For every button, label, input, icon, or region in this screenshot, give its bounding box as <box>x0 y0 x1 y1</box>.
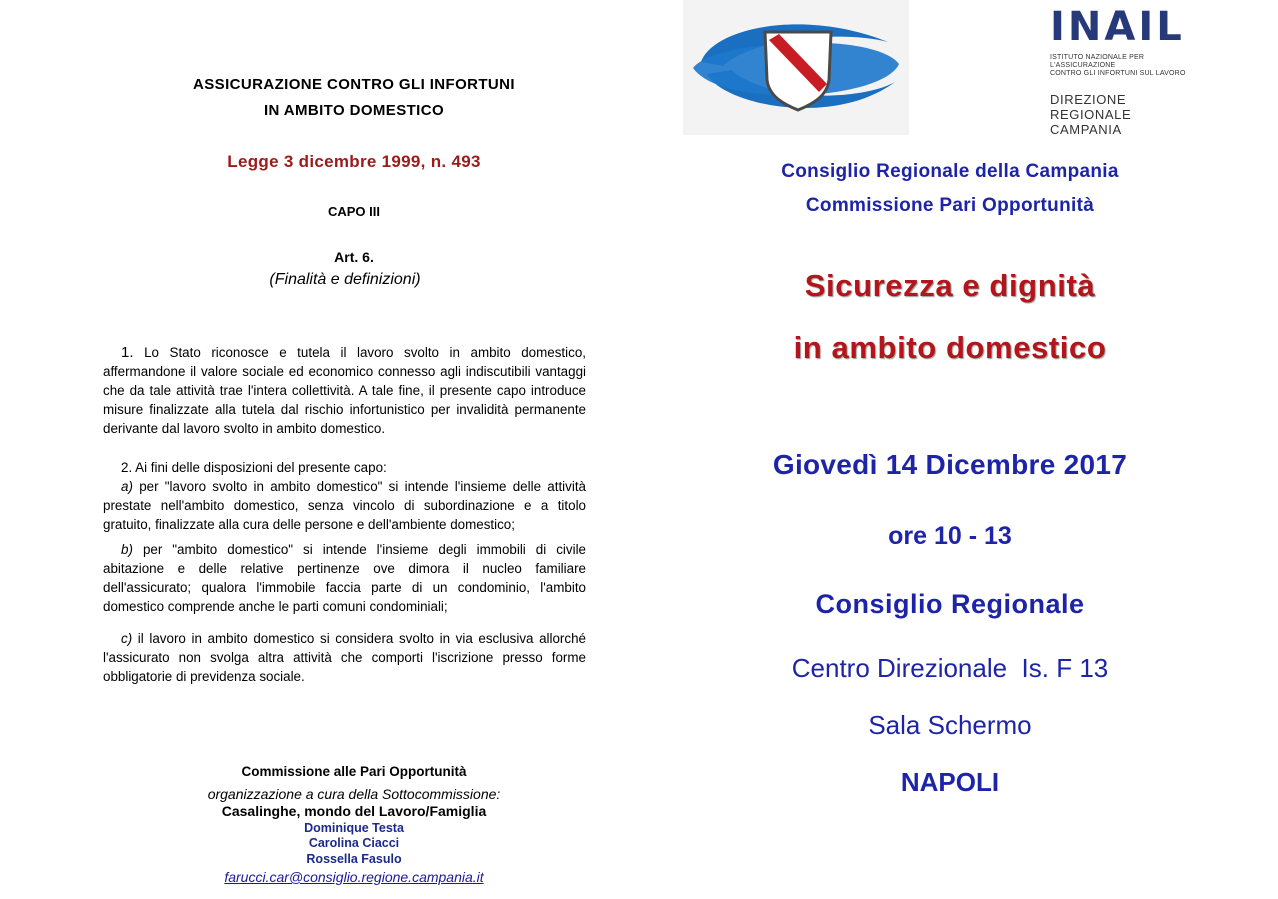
event-address: Centro Direzionale Is. F 13 <box>791 653 1109 683</box>
footer-name: Carolina Ciacci <box>308 836 400 850</box>
paragraph-1-number: 1. <box>121 344 134 361</box>
paragraph-b-text: per "ambito domestico" si intende l'insieme degli immobili di civile abitazione e delle relative pertinenze ove dimora il nucleo familiare dell'assicurato; qualora l'immobile faccia parte di un condominio, l'ambito domestico comprende anche le parti comuni condominiali; <box>103 542 586 614</box>
paragraph-1-text: Lo Stato riconosce e tutela il lavoro svolto in ambito domestico, affermandone il valore sociale ed economico connesso agli indiscutibili vantaggi che da tale attività trae l'intera collettività. A tale fine, il presente capo introduce misure finalizzate alla tutela dal rischio infortunistico per invalidità permanente derivante dal lavoro svolto in ambito domestico. <box>103 345 586 436</box>
campania-emblem-icon <box>683 0 909 135</box>
event-date: Giovedì 14 Dicembre 2017 <box>772 449 1128 480</box>
footer-email-link[interactable]: farucci.car@consiglio.regione.campania.it <box>224 869 484 885</box>
event-title-line2: in ambito domestico <box>793 330 1107 365</box>
law-reference: Legge 3 dicembre 1999, n. 493 <box>227 152 481 171</box>
paragraph-2: 2. Ai fini delle disposizioni del presente capo: <box>121 460 387 475</box>
organizer-commission: Commissione Pari Opportunità <box>805 195 1095 216</box>
inail-subtitle-line1: ISTITUTO NAZIONALE PER L'ASSICURAZIONE <box>1050 54 1145 69</box>
paragraph-a <box>103 477 586 534</box>
article-subtitle: (Finalità e definizioni) <box>269 271 421 288</box>
inail-logo <box>1050 4 1210 137</box>
inail-subtitle-line2: CONTRO GLI INFORTUNI SUL LAVORO <box>1050 70 1186 77</box>
inail-direction-line1: DIREZIONE REGIONALE <box>1050 92 1132 122</box>
article-heading: Art. 6. <box>334 249 374 265</box>
paragraph-a-text: per "lavoro svolto in ambito domestico" si intende l'insieme delle attività prestate nell'ambito domestico, senza vincolo di subordinazione e a titolo gratuito, finalizzate alla cura delle persone e dell'ambiente domestico; <box>103 479 586 532</box>
event-title-line1: Sicurezza e dignità <box>804 268 1096 303</box>
footer-organized-by: organizzazione a cura della Sottocommissione: <box>207 786 501 802</box>
paragraph-a-label: a) <box>121 479 133 494</box>
left-title <box>104 72 604 124</box>
capo-heading: CAPO III <box>327 204 380 219</box>
paragraph-1 <box>103 343 586 438</box>
inail-direction-line2: CAMPANIA <box>1050 122 1122 137</box>
footer-subcommission: Casalinghe, mondo del Lavoro/Famiglia <box>221 803 487 819</box>
regione-campania-logo <box>683 0 909 135</box>
paragraph-c <box>103 629 586 686</box>
event-time: ore 10 - 13 <box>888 522 1012 550</box>
event-city: NAPOLI <box>900 767 1000 797</box>
footer-commission: Commissione alle Pari Opportunità <box>241 764 467 779</box>
paragraph-b <box>103 540 586 616</box>
inail-direction <box>1050 92 1210 137</box>
footer-name: Dominique Testa <box>304 821 404 835</box>
left-title-line1: ASSICURAZIONE CONTRO GLI INFORTUNI <box>193 76 515 93</box>
paragraph-c-text: il lavoro in ambito domestico si considera svolto in via esclusiva allorché l'assicurato non svolga altra attività che comporti l'iscrizione presso forme obbligatorie di previdenza sociale. <box>103 631 586 684</box>
inail-subtitle <box>1050 54 1210 78</box>
inail-wordmark: INAIL <box>1050 4 1185 50</box>
paragraph-c-label: c) <box>121 631 133 646</box>
organizer-council: Consiglio Regionale della Campania <box>781 161 1119 182</box>
paragraph-b-label: b) <box>121 542 133 557</box>
left-title-line2: IN AMBITO DOMESTICO <box>263 102 445 119</box>
event-venue: Consiglio Regionale <box>815 589 1085 619</box>
event-room: Sala Schermo <box>868 710 1032 740</box>
footer-name: Rossella Fasulo <box>306 852 402 866</box>
